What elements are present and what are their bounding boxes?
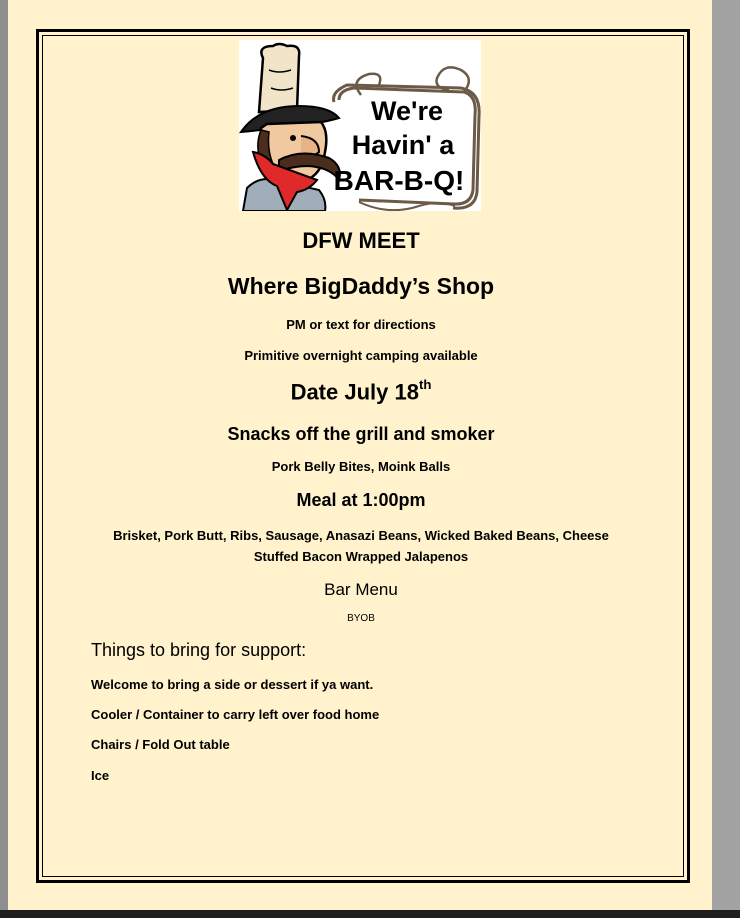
- chef-hat-icon: [259, 44, 299, 112]
- event-date-suffix: th: [418, 377, 432, 392]
- event-date-text: Date July 18: [290, 379, 419, 405]
- event-title: DFW MEET: [302, 228, 420, 253]
- bring-heading: Things to bring for support:: [91, 640, 307, 660]
- bring-item: Chairs / Fold Out table: [91, 737, 230, 752]
- bar-heading: Bar Menu: [324, 580, 398, 599]
- bar-note: BYOB: [347, 613, 375, 624]
- camping-note: Primitive overnight camping available: [244, 348, 478, 363]
- logo-text-line1: We're: [371, 96, 443, 126]
- bring-item: Ice: [91, 768, 110, 783]
- snacks-items: Pork Belly Bites, Moink Balls: [271, 459, 451, 474]
- bring-item: Welcome to bring a side or dessert if ya want.: [91, 677, 374, 692]
- meal-items-line2: Stuffed Bacon Wrapped Jalapenos: [253, 549, 469, 564]
- bring-item: Cooler / Container to carry left over food home: [91, 707, 380, 722]
- event-location: Where BigDaddy’s Shop: [227, 273, 495, 299]
- logo-text-line2: Havin' a: [351, 130, 455, 160]
- snacks-heading: Snacks off the grill and smoker: [227, 424, 495, 444]
- bbq-logo: [239, 40, 481, 211]
- viewer-bottom-bar: [0, 910, 740, 918]
- directions-note: PM or text for directions: [286, 317, 436, 332]
- viewer-background: [712, 0, 740, 910]
- meal-items-line1: Brisket, Pork Butt, Ribs, Sausage, Anasazi Beans, Wicked Baked Beans, Cheese: [113, 528, 609, 543]
- cowboy-chef-illustration: [239, 40, 481, 211]
- document-page: [8, 0, 712, 910]
- event-date: [38, 379, 684, 405]
- logo-text-line3: BAR-B-Q!: [333, 165, 465, 196]
- window-edge: [0, 0, 8, 918]
- meal-heading: Meal at 1:00pm: [296, 490, 426, 510]
